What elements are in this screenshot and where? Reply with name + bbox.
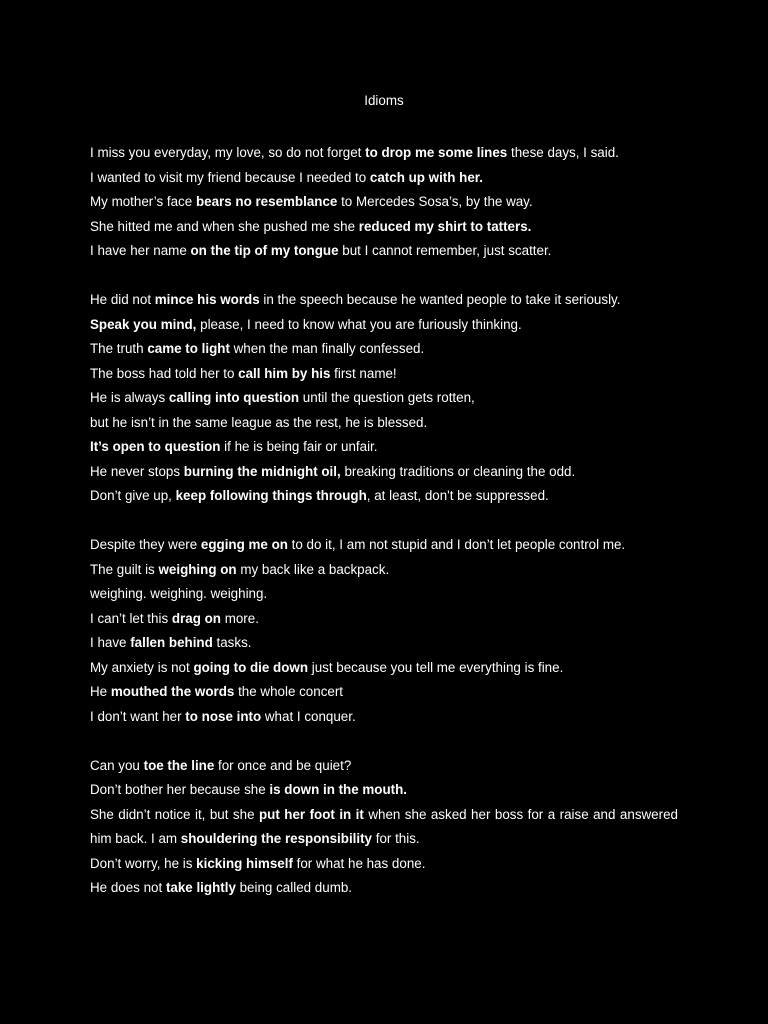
page-title: Idioms: [364, 93, 404, 108]
text-line: The guilt is weighing on my back like a backpack.: [90, 561, 390, 577]
text-line: I can’t let this drag on more.: [90, 610, 259, 626]
poem-body: [90, 141, 678, 925]
idiom-phrase: reduced my shirt to tatters.: [358, 218, 532, 234]
text-line: Can you toe the line for once and be quiet?: [90, 757, 352, 773]
idiom-phrase: fallen behind: [130, 635, 213, 650]
idiom-phrase: shouldering the responsibility: [180, 831, 373, 846]
idiom-phrase: egging me on: [200, 537, 288, 552]
idiom-phrase: to drop me some lines: [365, 145, 508, 160]
idiom-phrase: Speak you mind,: [90, 316, 197, 332]
text-line: Don’t give up, keep following things through, at least, don't be suppressed.: [90, 488, 549, 503]
text-line: The boss had told her to call him by his first name!: [90, 365, 397, 381]
idiom-phrase: bears no resemblance: [195, 194, 338, 209]
idiom-phrase: keep following things through: [175, 488, 367, 503]
text-line: He is always calling into question until the question gets rotten,: [90, 390, 475, 405]
text-line: My anxiety is not going to die down just because you tell me everything is fine.: [90, 659, 564, 675]
text-line: I have her name on the tip of my tongue but I cannot remember, just scatter.: [90, 243, 552, 258]
text-line: but he isn’t in the same league as the rest, he is blessed.: [90, 414, 428, 430]
text-line: The truth came to light when the man finally confessed.: [90, 341, 425, 356]
idiom-phrase: calling into question: [168, 390, 300, 405]
idiom-phrase: It’s open to question: [90, 439, 221, 454]
text-paragraph: She didn’t notice it, but she put her foot in it when she asked her boss for a raise and answered him back. I am shouldering the responsibility for this.: [90, 806, 678, 846]
text-line: I miss you everyday, my love, so do not forget to drop me some lines these days, I said.: [90, 145, 619, 160]
text-line: I have fallen behind tasks.: [90, 635, 252, 650]
text-line: I don’t want her to nose into what I conquer.: [90, 708, 356, 724]
idiom-phrase: drag on: [171, 610, 221, 626]
stanza-2: [90, 288, 678, 509]
idiom-phrase: catch up with her.: [369, 169, 483, 185]
idiom-phrase: burning the midnight oil,: [183, 463, 341, 479]
text-line: It’s open to question if he is being fair or unfair.: [90, 439, 378, 454]
idiom-phrase: toe the line: [143, 757, 215, 773]
idiom-phrase: is down in the mouth.: [269, 782, 408, 797]
idiom-phrase: call him by his: [238, 365, 331, 381]
stanza-3: [90, 533, 678, 729]
idiom-phrase: mouthed the words: [110, 684, 235, 699]
text-line: He never stops burning the midnight oil, breaking traditions or cleaning the odd.: [90, 463, 576, 479]
idiom-phrase: going to die down: [193, 659, 308, 675]
text-line: He did not mince his words in the speech because he wanted people to take it seriously.: [90, 292, 621, 307]
text-line: My mother’s face bears no resemblance to Mercedes Sosa’s, by the way.: [90, 194, 533, 209]
text-line: Don’t bother her because she is down in the mouth.: [90, 782, 408, 797]
text-line: I wanted to visit my friend because I needed to catch up with her.: [90, 169, 483, 185]
text-line: Don’t worry, he is kicking himself for what he has done.: [90, 855, 426, 871]
text-line: She hitted me and when she pushed me she reduced my shirt to tatters.: [90, 218, 532, 234]
idiom-phrase: to nose into: [185, 708, 262, 724]
text-line: He does not take lightly being called dumb.: [90, 880, 353, 895]
text-line: weighing. weighing. weighing.: [90, 586, 268, 601]
stanza-4: [90, 754, 678, 901]
text-line: He mouthed the words the whole concert: [90, 684, 344, 699]
stanza-1: [90, 141, 678, 264]
idiom-phrase: mince his words: [154, 292, 260, 307]
idiom-phrase: put her foot in it: [258, 806, 364, 822]
text-line: Despite they were egging me on to do it, I am not stupid and I don’t let people control me.: [90, 537, 626, 552]
text-line: Speak you mind, please, I need to know what you are furiously thinking.: [90, 316, 522, 332]
idiom-phrase: on the tip of my tongue: [190, 243, 339, 258]
idiom-phrase: weighing on: [158, 561, 237, 577]
idiom-phrase: take lightly: [165, 880, 236, 895]
idiom-phrase: came to light: [147, 341, 230, 356]
idiom-phrase: kicking himself: [196, 855, 293, 871]
